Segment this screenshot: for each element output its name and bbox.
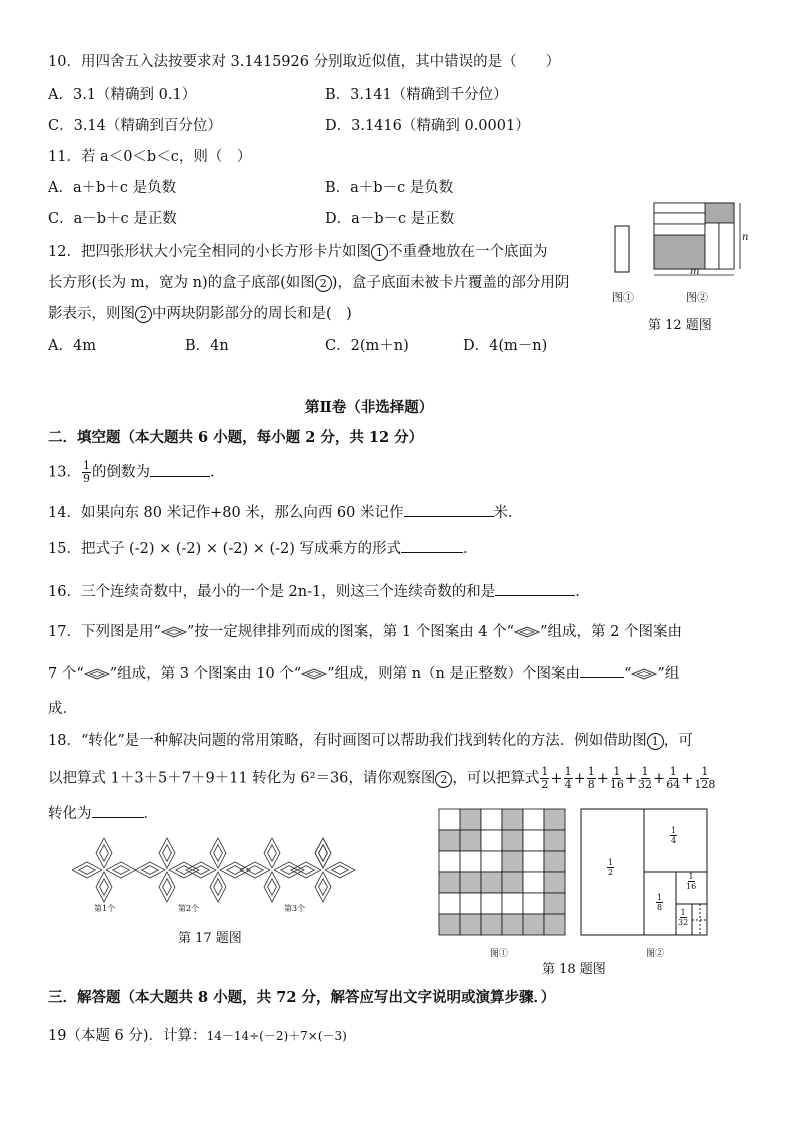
q16-answer-blank[interactable] (495, 581, 575, 596)
rhombus-icon (161, 626, 187, 638)
frac-numerator: 1 (701, 765, 709, 778)
q18-fraction (587, 766, 596, 791)
grid-cell (523, 893, 544, 914)
grid-cell (502, 914, 523, 935)
frac-denominator: 32 (638, 778, 653, 791)
fig2-fraction-label (686, 872, 696, 891)
rhombus-unit (315, 872, 331, 902)
grid-cell (439, 830, 460, 851)
q17-l2e: ”组 (657, 666, 680, 682)
circled-two: 2 (315, 275, 332, 292)
rhombus-unit (291, 862, 321, 878)
q10-option-c: C．3.14（精确到百分位） (48, 118, 222, 134)
q15-text: 15．把式子 (-2) × (-2) × (-2) × (-2) 写成乘方的形式 (48, 541, 402, 557)
q12-line1-b: 不重叠地放在一个底面为 (387, 244, 548, 260)
frac-denominator: 8 (587, 778, 595, 791)
q16 (48, 581, 590, 602)
grid-cell (481, 893, 502, 914)
q18-caption: 第 18 题图 (542, 962, 606, 977)
q14-end: 米． (493, 505, 523, 521)
q13-frac-num: 1 (82, 459, 90, 472)
grid-cell (523, 872, 544, 893)
frac-denominator: 8 (657, 903, 663, 912)
q17-l1c: ”组成，第 2 个图案由 (540, 624, 682, 640)
q12-line3-b: 中两块阴影部分的周长和是( ) (152, 306, 352, 322)
q12-figures (610, 198, 750, 278)
q17-figure (72, 832, 372, 922)
q12-label-m: m (690, 266, 700, 277)
grid-cell (460, 851, 481, 872)
q18-fraction (638, 766, 652, 791)
rhombus-unit (186, 862, 216, 878)
plus-sign: + (550, 770, 563, 787)
rhombus-unit (210, 838, 226, 868)
q17-pattern3-label: 第3个 (284, 904, 306, 913)
q15-answer-blank[interactable] (401, 538, 463, 553)
grid-cell (523, 851, 544, 872)
q12-caption: 第 12 题图 (648, 318, 712, 333)
grid-cell (460, 914, 481, 935)
frac-denominator: 2 (541, 778, 549, 791)
q17-l1b: ”按一定规律排列而成的图案，第 1 个图案由 4 个“ (186, 624, 515, 640)
q18-l1b: ，可 (663, 733, 693, 749)
q18-fig1-grid (438, 808, 568, 936)
q18-answer-blank[interactable] (92, 803, 144, 818)
q14-answer-blank[interactable] (404, 502, 494, 517)
q11-option-a: A．a＋b＋c 是负数 (48, 180, 177, 196)
frac-denominator: 16 (609, 778, 624, 791)
q18-l3a: 转化为 (48, 806, 92, 822)
grid-cell (502, 872, 523, 893)
rhombus-unit (315, 838, 331, 868)
circled-one: 1 (647, 733, 664, 750)
rhombus-unit (106, 862, 136, 878)
rhombus-unit (169, 862, 199, 878)
rhombus-unit (274, 862, 304, 878)
plus-sign: + (653, 770, 666, 787)
rhombus-unit (240, 862, 270, 878)
q17-line3: 成． (48, 701, 77, 717)
fig2-card-3 (654, 224, 705, 235)
fig2-fraction-label (670, 826, 677, 845)
q17-pattern1-label: 第1个 (94, 904, 116, 913)
rhombus-unit (315, 838, 331, 868)
q13-answer-blank[interactable] (150, 462, 210, 477)
plus-sign: + (596, 770, 609, 787)
grid-cell (439, 851, 460, 872)
grid-cell (502, 893, 523, 914)
frac-denominator: 2 (608, 868, 614, 877)
frac-numerator: 1 (641, 765, 649, 778)
frac-numerator: 1 (680, 908, 686, 917)
fig2-card-1 (654, 203, 705, 213)
frac-numerator: 1 (564, 765, 572, 778)
q12-line1-a: 12．把四张形状大小完全相同的小长方形卡片如图 (48, 244, 371, 260)
rhombus-unit (210, 872, 226, 902)
fig2-shade-top (705, 203, 734, 223)
grid-cell (439, 893, 460, 914)
fig2-card-2 (654, 213, 705, 224)
rhombus-unit (96, 838, 112, 868)
fig2-card-4 (705, 223, 719, 269)
fig1-card (615, 226, 629, 272)
q12-line1 (48, 242, 547, 262)
grid-cell (544, 914, 565, 935)
frac-denominator: 4 (564, 778, 572, 791)
grid-cell (502, 851, 523, 872)
rhombus-icon (514, 626, 540, 638)
q18-fraction-sum (539, 765, 716, 791)
q12-label-n: n (742, 232, 749, 243)
q18-fig1-label: 图① (490, 949, 509, 959)
frac-numerator: 1 (671, 826, 677, 835)
fig2-fraction-label (678, 908, 688, 927)
grid-cell (439, 809, 460, 830)
frac-numerator: 1 (608, 858, 614, 867)
q17-l2c: ”组成，则第 n（n 是正整数）个图案由 (327, 666, 580, 682)
q18-l1a: 18．“转化”是一种解决问题的常用策略，有时画图可以帮助我们找到转化的方法．例如借助图 (48, 733, 647, 749)
q12-fig2-label: 图② (686, 291, 708, 304)
q13-frac-den: 9 (82, 472, 90, 485)
q17-line2 (48, 663, 679, 684)
rhombus-icon (631, 668, 657, 680)
q19 (48, 1026, 347, 1046)
q17-line1 (48, 622, 682, 642)
q13-text: 的倒数为 (91, 464, 150, 481)
q17-l2a: 7 个“ (48, 666, 84, 682)
q17-answer-blank[interactable] (580, 663, 624, 678)
q14 (48, 502, 523, 523)
q18-fraction (564, 766, 573, 791)
q13-num: 13． (48, 464, 81, 481)
fig2-fraction-label (656, 893, 663, 912)
rhombus-icon (301, 668, 327, 680)
frac-denominator: 128 (694, 778, 716, 791)
plus-sign: + (681, 770, 694, 787)
q11-option-b: B．a＋b－c 是负数 (325, 180, 454, 196)
q17-pattern2-label: 第2个 (178, 904, 200, 913)
q12-option-d: D．4(m－n) (463, 338, 548, 354)
frac-numerator: 1 (613, 765, 621, 778)
rhombus-icon (84, 668, 110, 680)
q18-fraction (694, 766, 715, 791)
q17-l2d: “ (624, 666, 632, 682)
frac-denominator: 4 (671, 836, 677, 845)
grid-cell (523, 809, 544, 830)
grid-cell (544, 872, 565, 893)
plus-sign: + (624, 770, 638, 787)
q12-line3-a: 影表示，则图 (48, 306, 135, 322)
fig2-shade-bottom (654, 235, 705, 269)
q12-line2-b: )，盒子底面未被卡片覆盖的部分用阴 (331, 275, 570, 291)
plus-sign: + (573, 770, 586, 787)
grid-cell (460, 830, 481, 851)
q19-text: 19（本题 6 分)．计算： (48, 1028, 207, 1044)
grid-cell (481, 872, 502, 893)
q19-expression: 14－14÷(－2)＋7×(－3) (206, 1029, 347, 1043)
q13-end: ． (209, 464, 225, 481)
grid-cell (460, 809, 481, 830)
rhombus-unit (220, 862, 250, 878)
grid-cell (460, 872, 481, 893)
q18-l2b: ，可以把算式 (452, 770, 540, 787)
q18-l2a: 以把算式 1＋3＋5＋7＋9＋11 转化为 6²＝36，请你观察图 (48, 770, 436, 787)
q17-caption: 第 17 题图 (178, 931, 242, 946)
part2-section-heading: 二．填空题（本大题共 6 小题，每小题 2 分，共 12 分） (48, 429, 424, 446)
q17-l1a: 17．下列图是用“ (48, 624, 161, 640)
grid-cell (502, 809, 523, 830)
q15 (48, 538, 478, 559)
q16-end: ． (575, 584, 590, 600)
q12-line2 (48, 273, 569, 293)
grid-cell (544, 851, 565, 872)
q18-line2 (48, 766, 716, 791)
frac-numerator: 1 (587, 765, 595, 778)
grid-cell (502, 830, 523, 851)
frac-denominator: 64 (666, 778, 681, 791)
q12-option-a: A．4m (48, 338, 96, 354)
q10-stem: 10．用四舍五入法按要求对 3.1415926 分别取近似值，其中错误的是（ ） (48, 54, 561, 70)
part3-section-heading: 三．解答题（本大题共 8 小题，共 72 分，解答应写出文字说明或演算步骤．） (48, 989, 556, 1006)
rhombus-unit (96, 872, 112, 902)
rhombus-unit (264, 838, 280, 868)
q17-l2b: ”组成，第 3 个图案由 10 个“ (109, 666, 302, 682)
q14-text: 14．如果向东 80 米记作+80 米，那么向西 60 米记作 (48, 505, 404, 521)
q12-line3 (48, 304, 352, 324)
fig2-card-5 (719, 223, 734, 269)
grid-cell (481, 914, 502, 935)
q18-fig2-label: 图② (646, 949, 665, 959)
q12-option-b: B．4n (185, 338, 229, 354)
q18-l3b: ． (143, 806, 158, 822)
q16-text: 16．三个连续奇数中，最小的一个是 2n-1，则这三个连续奇数的和是 (48, 584, 496, 600)
rhombus-unit (325, 862, 355, 878)
q11-option-c: C．a－b＋c 是正数 (48, 211, 177, 227)
frac-numerator: 1 (688, 872, 694, 881)
q13 (48, 460, 224, 485)
q12-line2-a: 长方形(长为 m，宽为 n)的盒子底部(如图 (48, 275, 315, 291)
grid-cell (523, 830, 544, 851)
circled-one: 1 (371, 244, 388, 261)
q11-option-d: D．a－b－c 是正数 (325, 211, 455, 227)
q13-fraction (82, 460, 91, 485)
rhombus-unit (264, 872, 280, 902)
circled-two: 2 (435, 771, 452, 788)
q18-line3 (48, 803, 158, 824)
q11-stem: 11．若 a＜0＜b＜c，则（ ） (48, 149, 252, 165)
frac-numerator: 1 (541, 765, 549, 778)
grid-cell (481, 830, 502, 851)
rhombus-unit (135, 862, 165, 878)
q12-option-c: C．2(m＋n) (325, 338, 409, 354)
grid-cell (481, 809, 502, 830)
q10-option-d: D．3.1416（精确到 0.0001） (325, 118, 530, 134)
rhombus-unit (159, 838, 175, 868)
grid-cell (544, 809, 565, 830)
q18-line1 (48, 731, 693, 751)
q10-option-b: B．3.141（精确到千分位） (325, 87, 508, 103)
q18-fraction (610, 766, 624, 791)
grid-cell (544, 830, 565, 851)
q10-option-a: A．3.1（精确到 0.1） (48, 87, 197, 103)
grid-cell (439, 872, 460, 893)
rhombus-unit (159, 872, 175, 902)
grid-cell (460, 893, 481, 914)
grid-cell (439, 914, 460, 935)
part2-title: 第Ⅱ卷（非选择题） (305, 399, 434, 416)
fig2-fraction-label (607, 858, 614, 877)
frac-denominator: 32 (678, 918, 689, 927)
q18-fraction (666, 766, 680, 791)
q12-fig1-label: 图① (612, 291, 634, 304)
frac-denominator: 16 (686, 882, 697, 891)
circled-two: 2 (135, 306, 152, 323)
q18-fraction (540, 766, 549, 791)
frac-numerator: 1 (657, 893, 663, 902)
rhombus-unit (72, 862, 102, 878)
q15-end: ． (463, 541, 478, 557)
grid-cell (544, 893, 565, 914)
frac-numerator: 1 (669, 765, 677, 778)
grid-cell (523, 914, 544, 935)
grid-cell (481, 851, 502, 872)
